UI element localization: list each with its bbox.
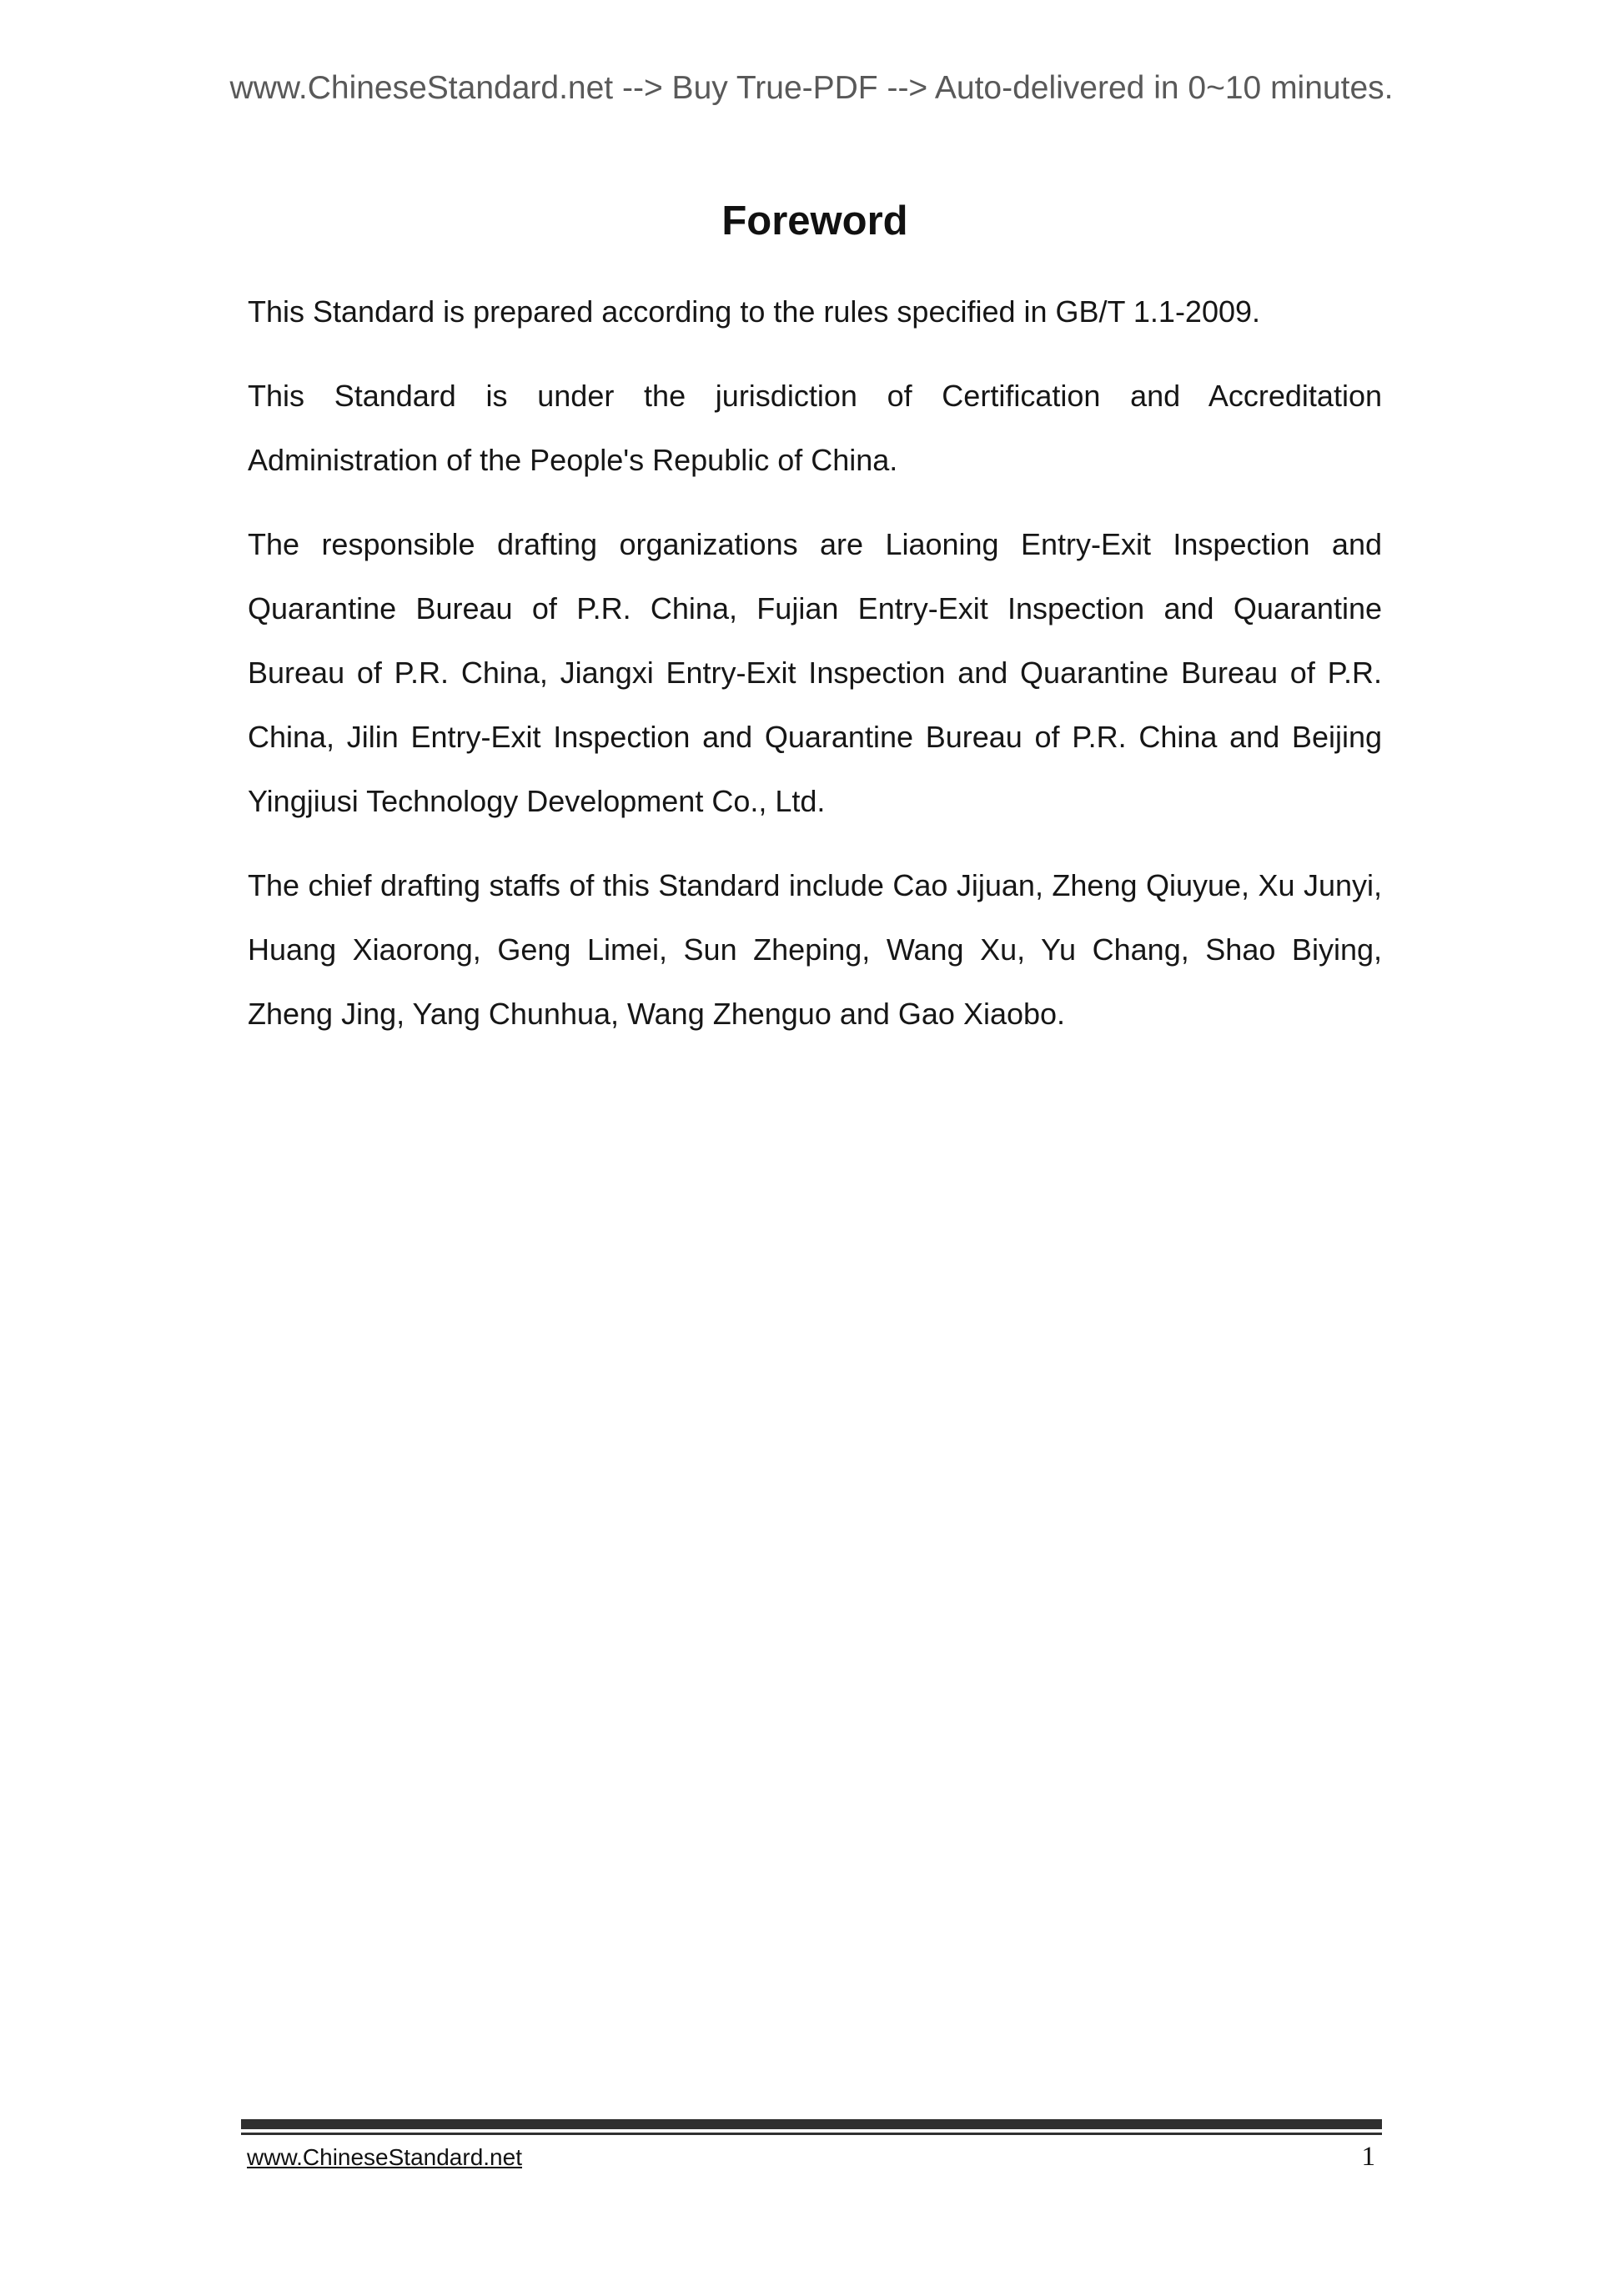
footer-row — [241, 2142, 1382, 2173]
header-notice: www.ChineseStandard.net --> Buy True-PDF --> Auto-delivered in 0~10 minutes. — [229, 70, 1394, 106]
page-number: 1 — [1361, 2142, 1375, 2172]
paragraph-jurisdiction: This Standard is under the jurisdiction of Certification and Accreditation Administration of the People's Republic of China. — [248, 378, 1382, 477]
paragraph-standard-rules: This Standard is prepared according to the rules specified in GB/T 1.1-2009. — [248, 294, 1261, 329]
paragraph-drafting-staff: The chief drafting staffs of this Standard include Cao Jijuan, Zheng Qiuyue, Xu Junyi, Huang Xiaorong, Geng Limei, Sun Zheping, Wang Xu, Yu Chang, Shao Biying, Zheng Jing, Yang Chunhua, Wang Zhenguo and Gao Xiaobo. — [248, 868, 1382, 1032]
paragraph-drafting-organizations: The responsible drafting organizations are Liaoning Entry-Exit Inspection and Quarantine Bureau of P.R. China, Fujian Entry-Exit Inspection and Quarantine Bureau of P.R. China, Jiangxi Entry-Exit Inspection and Quarantine Bureau of P.R. China, Jilin Entry-Exit Inspection and Quarantine Bureau of P.R. China and Beijing Yingjiusi Technology Development Co., Ltd. — [248, 526, 1382, 819]
document-body — [248, 197, 1382, 1066]
footer-divider-thin — [241, 2133, 1382, 2135]
footer-link[interactable]: www.ChineseStandard.net — [247, 2144, 522, 2170]
page-title: Foreword — [721, 198, 908, 244]
footer — [241, 2119, 1382, 2173]
footer-divider-thick — [241, 2119, 1382, 2129]
